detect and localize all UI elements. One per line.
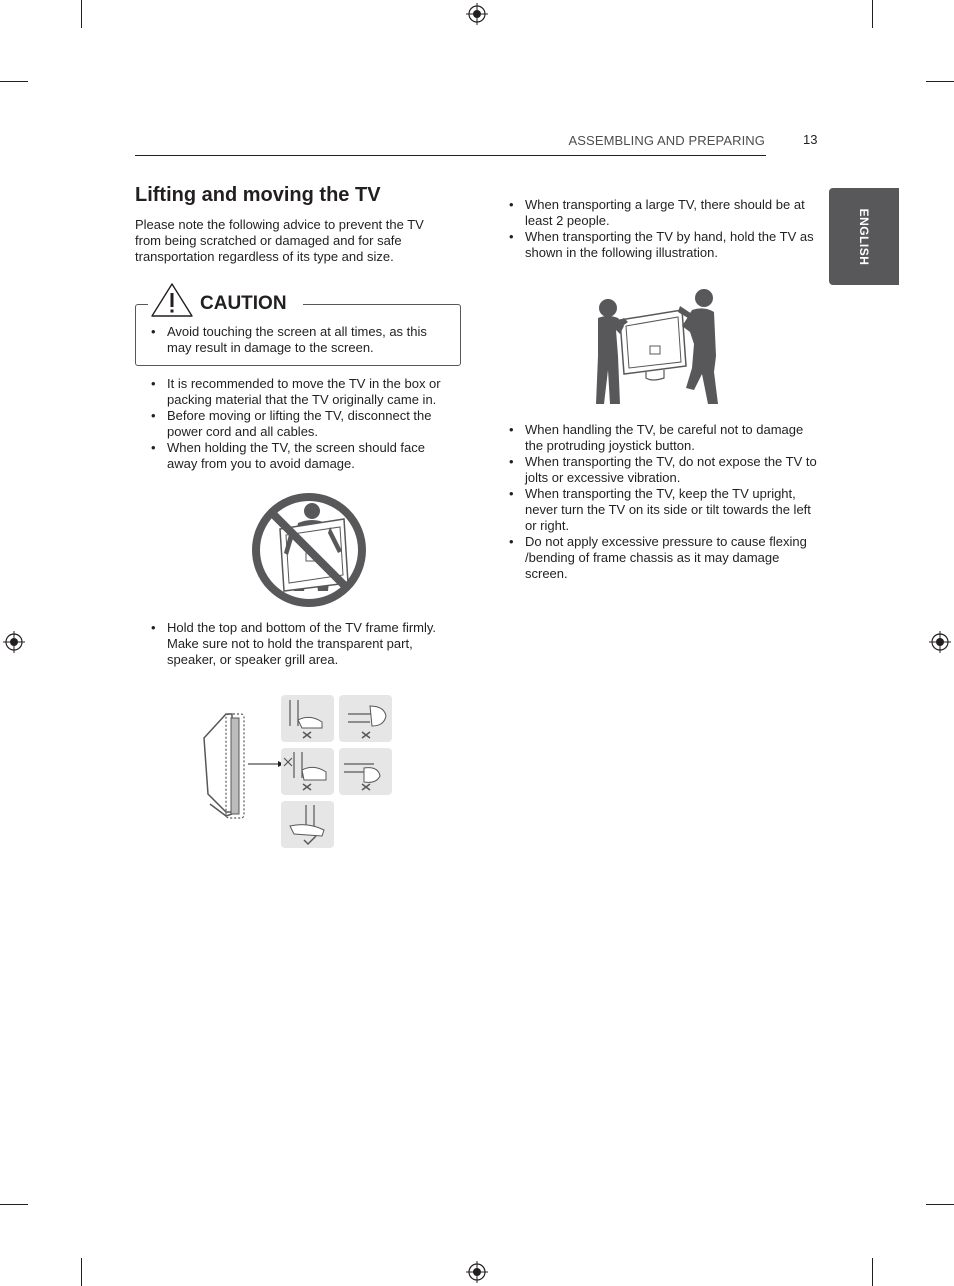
language-tab (829, 188, 899, 285)
crop-mark (81, 0, 82, 28)
crop-mark (81, 1258, 82, 1286)
page-title: Lifting and moving the TV (135, 184, 381, 206)
list-item: • When handling the TV, be careful not to damage the protruding joystick button. (509, 422, 819, 454)
warning-triangle-icon (150, 282, 194, 318)
caution-heading (148, 282, 303, 318)
grip-panel (339, 748, 392, 795)
list-item: • Avoid touching the screen at all times, as this may result in damage to the screen. (151, 324, 446, 356)
list-item: • When transporting a large TV, there should be at least 2 people. (509, 197, 819, 229)
registration-mark-icon (3, 631, 25, 653)
list-item: • It is recommended to move the TV in the box or packing material that the TV originally came in. (151, 376, 451, 408)
section-title: ASSEMBLING AND PREPARING (568, 133, 765, 148)
registration-mark-icon (929, 631, 951, 653)
header-rule (135, 155, 766, 156)
registration-mark-icon (466, 3, 488, 25)
crop-mark (0, 1204, 28, 1205)
frame-hold-list (151, 620, 451, 668)
crop-mark (926, 1204, 954, 1205)
frame-grip-illustration (198, 692, 396, 852)
grip-panel (281, 801, 334, 848)
language-tab-label: ENGLISH (857, 208, 871, 265)
screen-facing-prohibited-illustration (250, 491, 368, 609)
crop-mark (926, 81, 954, 82)
caution-list (151, 324, 446, 356)
crop-mark (0, 81, 28, 82)
grip-panel (281, 748, 334, 795)
registration-mark-icon (466, 1261, 488, 1283)
moving-advice-list (151, 376, 451, 472)
list-item: • When transporting the TV, keep the TV upright, never turn the TV on its side or tilt towards the left or right. (509, 486, 819, 534)
grip-panel (281, 695, 334, 742)
crop-mark (872, 0, 873, 28)
list-item: • When holding the TV, the screen should face away from you to avoid damage. (151, 440, 451, 472)
page-number: 13 (803, 132, 818, 147)
list-item: • Do not apply excessive pressure to cause flexing /bending of frame chassis as it may damage screen. (509, 534, 819, 582)
list-item: • Before moving or lifting the TV, disconnect the power cord and all cables. (151, 408, 451, 440)
intro-paragraph: Please note the following advice to prevent the TV from being scratched or damaged and for safe transportation regardless of its type and size. (135, 217, 424, 264)
list-item: • When transporting the TV by hand, hold the TV as shown in the following illustration. (509, 229, 819, 261)
grip-panel (339, 695, 392, 742)
caution-label: CAUTION (200, 293, 287, 314)
crop-mark (872, 1258, 873, 1286)
transport-list-top (509, 197, 819, 261)
two-person-carry-illustration (594, 286, 720, 406)
transport-list-bottom (509, 422, 819, 582)
list-item: • Hold the top and bottom of the TV frame firmly. Make sure not to hold the transparent part, speaker, or speaker grill area. (151, 620, 451, 668)
list-item: • When transporting the TV, do not expose the TV to jolts or excessive vibration. (509, 454, 819, 486)
